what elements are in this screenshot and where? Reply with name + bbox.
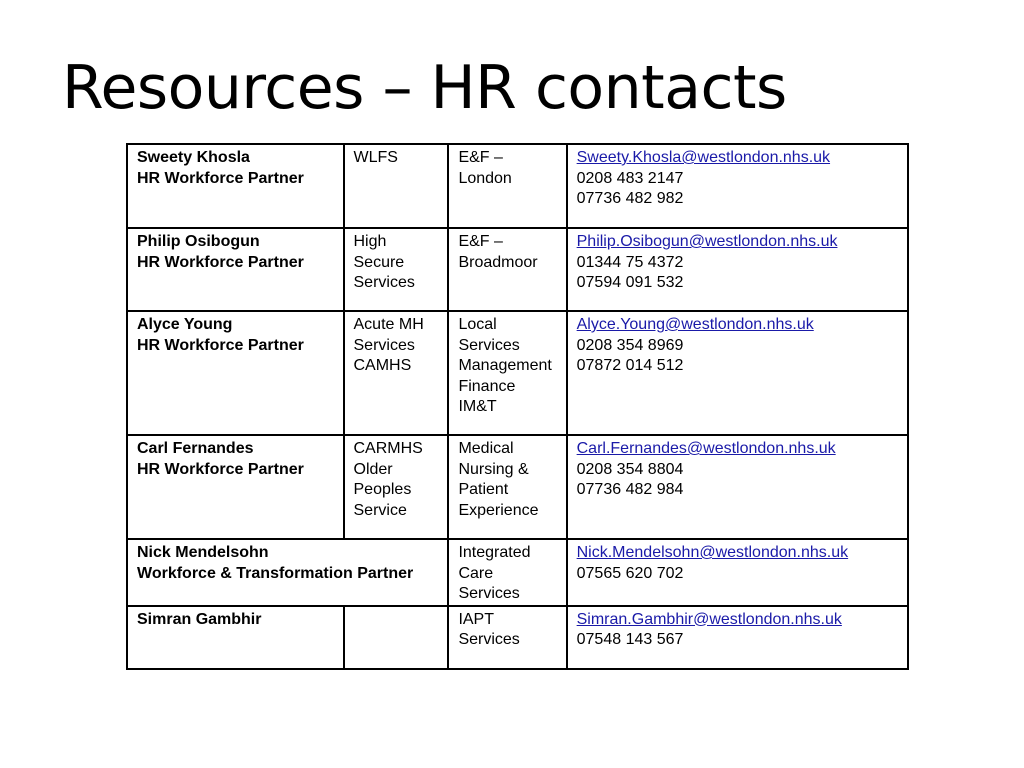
area-line: Local: [458, 316, 497, 333]
service-line: Services: [353, 274, 415, 291]
contact-name: Philip Osibogun: [137, 233, 260, 250]
area-line: IM&T: [458, 398, 497, 415]
contact-row: [127, 606, 908, 669]
contact-name: Nick Mendelsohn: [137, 544, 269, 561]
area-line: Services: [458, 585, 520, 602]
contact-details-cell: [567, 311, 908, 435]
phone-number: 0208 354 8804: [576, 460, 684, 478]
hr-contacts-table: [126, 143, 909, 670]
area-line: Patient: [458, 481, 509, 498]
phone-number: 01344 75 4372: [576, 253, 684, 271]
contact-name-cell: [127, 435, 344, 539]
area-line: Integrated: [458, 544, 531, 561]
service-line: Service: [353, 501, 407, 519]
contact-name-cell: [127, 539, 448, 606]
contact-area-cell: [448, 435, 566, 539]
email-link[interactable]: Simran.Gambhir@westlondon.nhs.uk: [576, 610, 842, 628]
area-line: E&F –: [458, 149, 503, 166]
email-link[interactable]: Philip.Osibogun@westlondon.nhs.uk: [576, 233, 838, 250]
area-line: Experience: [458, 501, 539, 519]
contact-name-cell: [127, 144, 344, 228]
contact-service-cell: [344, 435, 449, 539]
contact-details-cell: [567, 144, 908, 228]
contact-service-cell: [344, 606, 449, 669]
area-line: E&F –: [458, 233, 503, 250]
contact-role: HR Workforce Partner: [137, 460, 304, 478]
contact-name: Sweety Khosla: [137, 149, 250, 166]
contact-name: Alyce Young: [137, 316, 233, 333]
contact-details-cell: [567, 606, 908, 669]
area-line: London: [458, 169, 512, 187]
area-line: Management: [458, 357, 552, 374]
slide-title: Resources – HR contacts: [62, 53, 787, 123]
area-line: Medical: [458, 440, 514, 457]
contact-details-cell: [567, 539, 908, 606]
contact-area-cell: [448, 606, 566, 669]
contact-role: HR Workforce Partner: [137, 336, 304, 354]
contact-row: [127, 144, 908, 228]
phone-number: 0208 483 2147: [576, 169, 684, 187]
contact-service-cell: [344, 311, 449, 435]
contact-role: Workforce & Transformation Partner: [137, 564, 414, 582]
contact-row: [127, 435, 908, 539]
contact-name-cell: [127, 606, 344, 669]
contact-area-cell: [448, 311, 566, 435]
contact-name: Carl Fernandes: [137, 440, 254, 457]
email-link[interactable]: Alyce.Young@westlondon.nhs.uk: [576, 316, 814, 333]
phone-number: 07548 143 567: [576, 631, 684, 648]
area-line: Finance: [458, 377, 516, 395]
contact-role: HR Workforce Partner: [137, 253, 304, 271]
contact-service-cell: [344, 144, 449, 228]
contact-service-cell: [344, 228, 449, 311]
contact-name-cell: [127, 228, 344, 311]
contact-row: [127, 228, 908, 311]
phone-number: 07736 482 984: [576, 481, 684, 498]
service-line: Peoples: [353, 481, 412, 498]
area-line: Broadmoor: [458, 253, 538, 271]
phone-number: 07594 091 532: [576, 274, 684, 291]
email-link[interactable]: Nick.Mendelsohn@westlondon.nhs.uk: [576, 544, 849, 561]
phone-number: 07565 620 702: [576, 564, 684, 582]
area-line: IAPT: [458, 610, 494, 628]
phone-number: 0208 354 8969: [576, 336, 684, 354]
contact-area-cell: [448, 144, 566, 228]
area-line: Nursing &: [458, 460, 529, 478]
contact-area-cell: [448, 539, 566, 606]
service-line: CAMHS: [353, 357, 412, 374]
service-line: WLFS: [353, 149, 398, 166]
contact-row: [127, 311, 908, 435]
service-line: Acute MH: [353, 316, 424, 333]
phone-number: 07736 482 982: [576, 190, 684, 207]
contact-row: [127, 539, 908, 606]
service-line: High: [353, 233, 387, 250]
service-line: Services: [353, 336, 415, 354]
email-link[interactable]: Carl.Fernandes@westlondon.nhs.uk: [576, 440, 836, 457]
phone-number: 07872 014 512: [576, 357, 684, 374]
area-line: Care: [458, 564, 494, 582]
area-line: Services: [458, 336, 520, 354]
email-link[interactable]: Sweety.Khosla@westlondon.nhs.uk: [576, 149, 831, 166]
contact-details-cell: [567, 435, 908, 539]
area-line: Services: [458, 631, 520, 648]
service-line: Secure: [353, 253, 405, 271]
contact-details-cell: [567, 228, 908, 311]
contact-role: HR Workforce Partner: [137, 169, 304, 187]
contact-area-cell: [448, 228, 566, 311]
contact-name: Simran Gambhir: [137, 610, 262, 628]
service-line: CARMHS: [353, 440, 423, 457]
contact-name-cell: [127, 311, 344, 435]
service-line: Older: [353, 460, 393, 478]
